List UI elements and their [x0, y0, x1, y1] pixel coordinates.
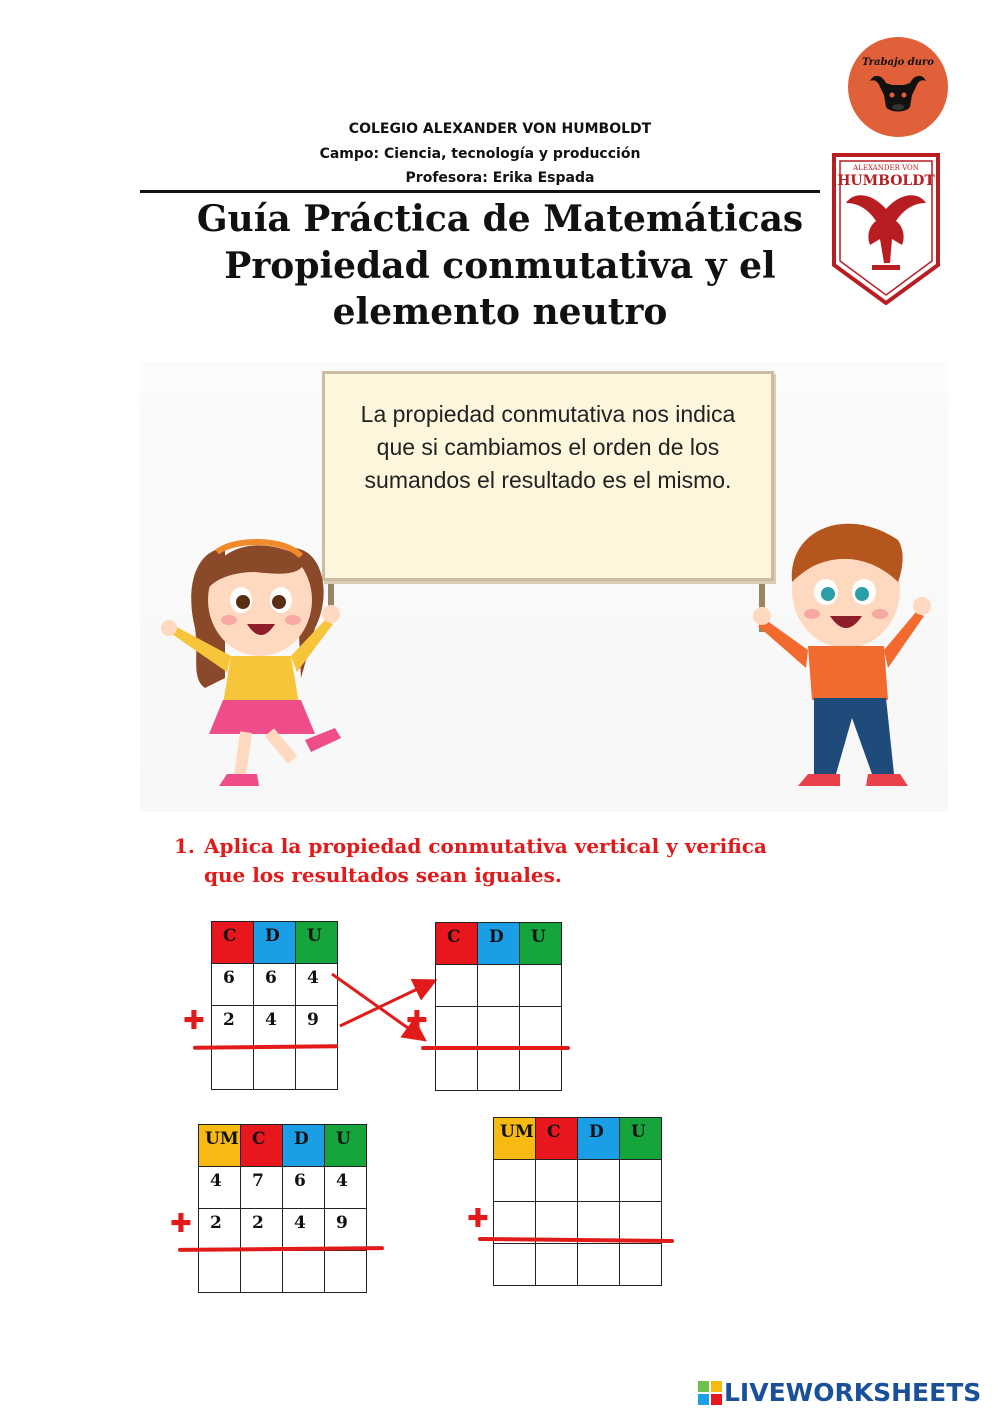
digit-cell: 2: [199, 1209, 241, 1251]
answer-cell[interactable]: [436, 1049, 478, 1091]
logo-text: Trabajo duro: [862, 57, 934, 68]
digit-cell: 6: [212, 964, 254, 1006]
exercise-1-answer-table: [435, 922, 562, 1091]
teacher-line: Profesora: Erika Espada: [405, 170, 595, 186]
digit-cell: 9: [296, 1006, 338, 1048]
header-d: D: [578, 1118, 620, 1160]
input-cell[interactable]: [478, 1007, 520, 1049]
digit-cell: 6: [283, 1167, 325, 1209]
title-line-1: Guía Práctica de Matemáticas: [196, 198, 804, 240]
answer-cell[interactable]: [478, 1049, 520, 1091]
header-divider: [140, 190, 820, 193]
input-cell[interactable]: [478, 965, 520, 1007]
digit-cell: 9: [325, 1209, 367, 1251]
header-um: UM: [494, 1118, 536, 1160]
answer-cell[interactable]: [578, 1244, 620, 1286]
answer-cell[interactable]: [494, 1244, 536, 1286]
girl-illustration: [155, 528, 370, 794]
definition-sign: [322, 371, 774, 581]
question-line-2: que los resultados sean iguales.: [204, 863, 562, 887]
digit-cell: 4: [325, 1167, 367, 1209]
digit-cell: 7: [241, 1167, 283, 1209]
buffalo-icon: [866, 71, 930, 115]
header-d: D: [478, 923, 520, 965]
digit-cell: 2: [212, 1006, 254, 1048]
header-c: C: [536, 1118, 578, 1160]
header-u: U: [325, 1125, 367, 1167]
sum-line: [421, 1046, 570, 1050]
digit-cell: 4: [199, 1167, 241, 1209]
answer-cell[interactable]: [620, 1244, 662, 1286]
answer-cell[interactable]: [212, 1048, 254, 1090]
header-um: UM: [199, 1125, 241, 1167]
digit-cell: 4: [283, 1209, 325, 1251]
input-cell[interactable]: [620, 1160, 662, 1202]
boy-illustration: [748, 512, 938, 794]
plus-sign-icon: ✚: [170, 1209, 192, 1239]
definition-text: La propiedad conmutativa nos indica que si cambiamos el orden de los sumandos el resultado es el mismo.: [360, 401, 736, 493]
input-cell[interactable]: [620, 1202, 662, 1244]
digit-cell: 2: [241, 1209, 283, 1251]
shield-small-text: ALEXANDER VON: [853, 164, 919, 172]
plus-sign-icon: ✚: [467, 1204, 489, 1234]
liveworksheets-brand[interactable]: LIVEWORKSHEETS: [724, 1378, 982, 1407]
question-line-1: Aplica la propiedad conmutativa vertical y verifica: [204, 834, 767, 858]
header-u: U: [296, 922, 338, 964]
answer-cell[interactable]: [520, 1049, 562, 1091]
exercise-2-table: [198, 1124, 367, 1293]
school-name: COLEGIO ALEXANDER VON HUMBOLDT: [348, 121, 652, 137]
input-cell[interactable]: [494, 1160, 536, 1202]
input-cell[interactable]: [520, 965, 562, 1007]
digit-cell: 4: [254, 1006, 296, 1048]
header-c: C: [436, 923, 478, 965]
title-line-2: Propiedad conmutativa y el: [224, 245, 776, 287]
answer-cell[interactable]: [241, 1251, 283, 1293]
input-cell[interactable]: [578, 1160, 620, 1202]
header-d: D: [283, 1125, 325, 1167]
plus-sign-icon: ✚: [183, 1006, 205, 1036]
answer-cell[interactable]: [325, 1251, 367, 1293]
header-d: D: [254, 922, 296, 964]
answer-cell[interactable]: [199, 1251, 241, 1293]
campo-line: Campo: Ciencia, tecnología y producción: [319, 146, 641, 162]
exercise-1-table: [211, 921, 338, 1090]
question-1: [174, 832, 874, 890]
header-u: U: [520, 923, 562, 965]
input-cell[interactable]: [536, 1160, 578, 1202]
plus-sign-icon: ✚: [406, 1006, 428, 1036]
liveworksheets-logo-icon: [698, 1381, 722, 1405]
input-cell[interactable]: [436, 1007, 478, 1049]
exercise-2-answer-table: [493, 1117, 662, 1286]
header-u: U: [620, 1118, 662, 1160]
header-c: C: [212, 922, 254, 964]
digit-cell: 6: [254, 964, 296, 1006]
header-c: C: [241, 1125, 283, 1167]
input-cell[interactable]: [520, 1007, 562, 1049]
trabajo-duro-logo: [848, 37, 948, 137]
question-number: 1.: [174, 834, 195, 858]
answer-cell[interactable]: [254, 1048, 296, 1090]
title-line-3: elemento neutro: [332, 291, 668, 333]
shield-title: HUMBOLDT: [837, 173, 935, 189]
answer-cell[interactable]: [296, 1048, 338, 1090]
digit-cell: 4: [296, 964, 338, 1006]
answer-cell[interactable]: [536, 1244, 578, 1286]
input-cell[interactable]: [436, 965, 478, 1007]
answer-cell[interactable]: [283, 1251, 325, 1293]
